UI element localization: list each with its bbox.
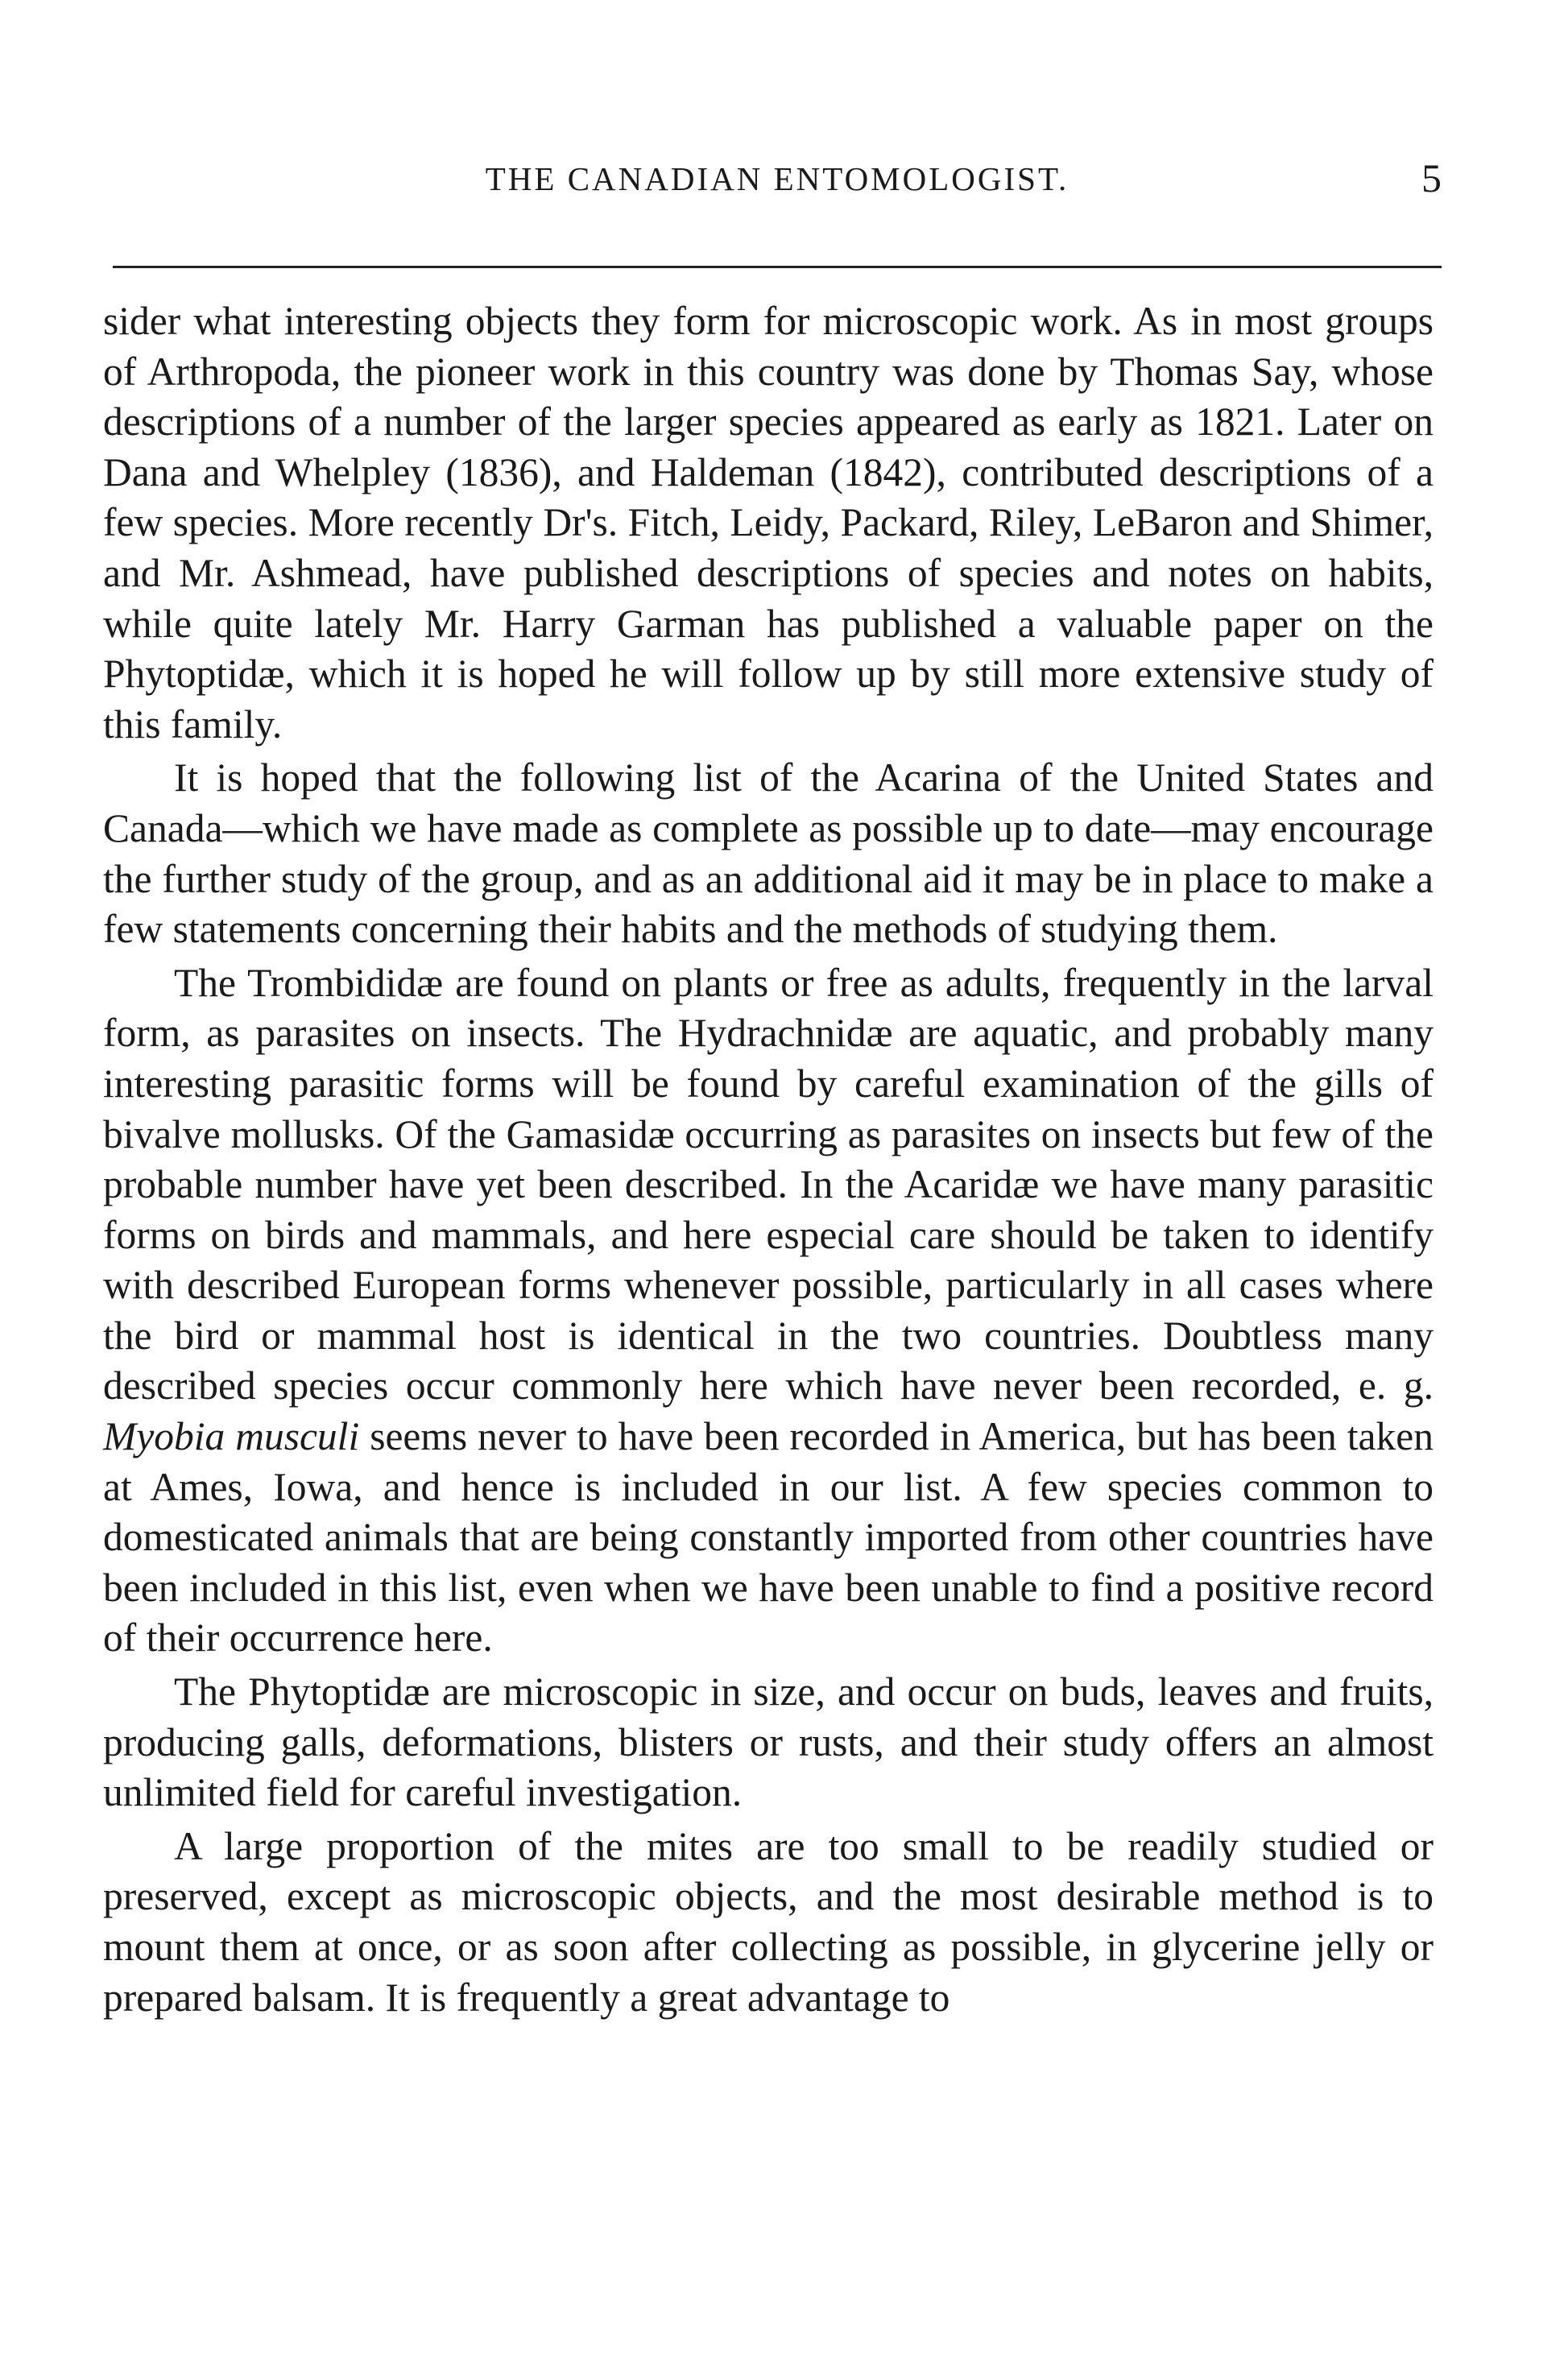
paragraph-3-text-before: The Trombididæ are found on plants or free as adults, frequently in the larval form, as parasites on insects. The Hydrachnidæ are aquatic, and probably many interesting parasitic forms will be found by careful examination of the gills of bivalve mollusks. Of the Gamasidæ occurring as parasites on insects but few of the probable number have yet been described. In the Acaridæ we have many parasitic forms on birds and mammals, and here especial care should be taken to identify with described European forms whenever possible, particularly in all cases where the bird or mammal host is identical in the two countries. Doubtless many described species occur commonly here which have never been recorded, e. g. [103, 960, 1434, 1409]
paragraph-5: A large proportion of the mites are too small to be readily studied or preserved, except as microscopic objects, and the most desirable method is to mount them at once, or as soon after collecting as possible, in glycerine jelly or prepared balsam. It is frequently a great advantage to [103, 1823, 1434, 2020]
paragraph-1: sider what interesting objects they form for microscopic work. As in most groups of Arthropoda, the pioneer work in this country was done by Thomas Say, whose descriptions of a number of the larger species appeared as early as 1821. Later on Dana and Whelpley (1836), and Haldeman (1842), contributed descriptions of a few species. More recently Dr's. Fitch, Leidy, Packard, Riley, LeBaron and Shimer, and Mr. Ashmead, have published descriptions of species and notes on habits, while quite lately Mr. Harry Garman has published a valuable paper on the Phytoptidæ, which it is hoped he will follow up by still more extensive study of this family. [103, 299, 1434, 747]
species-name-myobia-musculi: Myobia musculi [103, 1414, 360, 1459]
paragraph-3-text-after: seems never to have been recorded in America, but has been taken at Ames, Iowa, and hence is included in our list. A few species common to domesticated animals that are being constantly imported from other countries have been included in this list, even when we have been unable to find a positive record of their occurrence here. [103, 1414, 1434, 1661]
header-rule [113, 266, 1442, 268]
page-number: 5 [1421, 155, 1442, 201]
body-text [103, 296, 1434, 2023]
paragraph-4: The Phytoptidæ are microscopic in size, and occur on buds, leaves and fruits, producing galls, deformations, blisters or rusts, and their study offers an almost unlimited field for careful investigation. [103, 1669, 1434, 1815]
paragraph-3 [103, 958, 1434, 1664]
running-title: THE CANADIAN ENTOMOLOGIST. [485, 160, 1069, 197]
page-header [113, 155, 1442, 216]
paragraph-2: It is hoped that the following list of the Acarina of the United States and Canada—which we have made as complete as possible up to date—may encourage the further study of the group, and as an additional aid it may be in place to make a few statements concerning their habits and the methods of studying them. [103, 755, 1434, 952]
